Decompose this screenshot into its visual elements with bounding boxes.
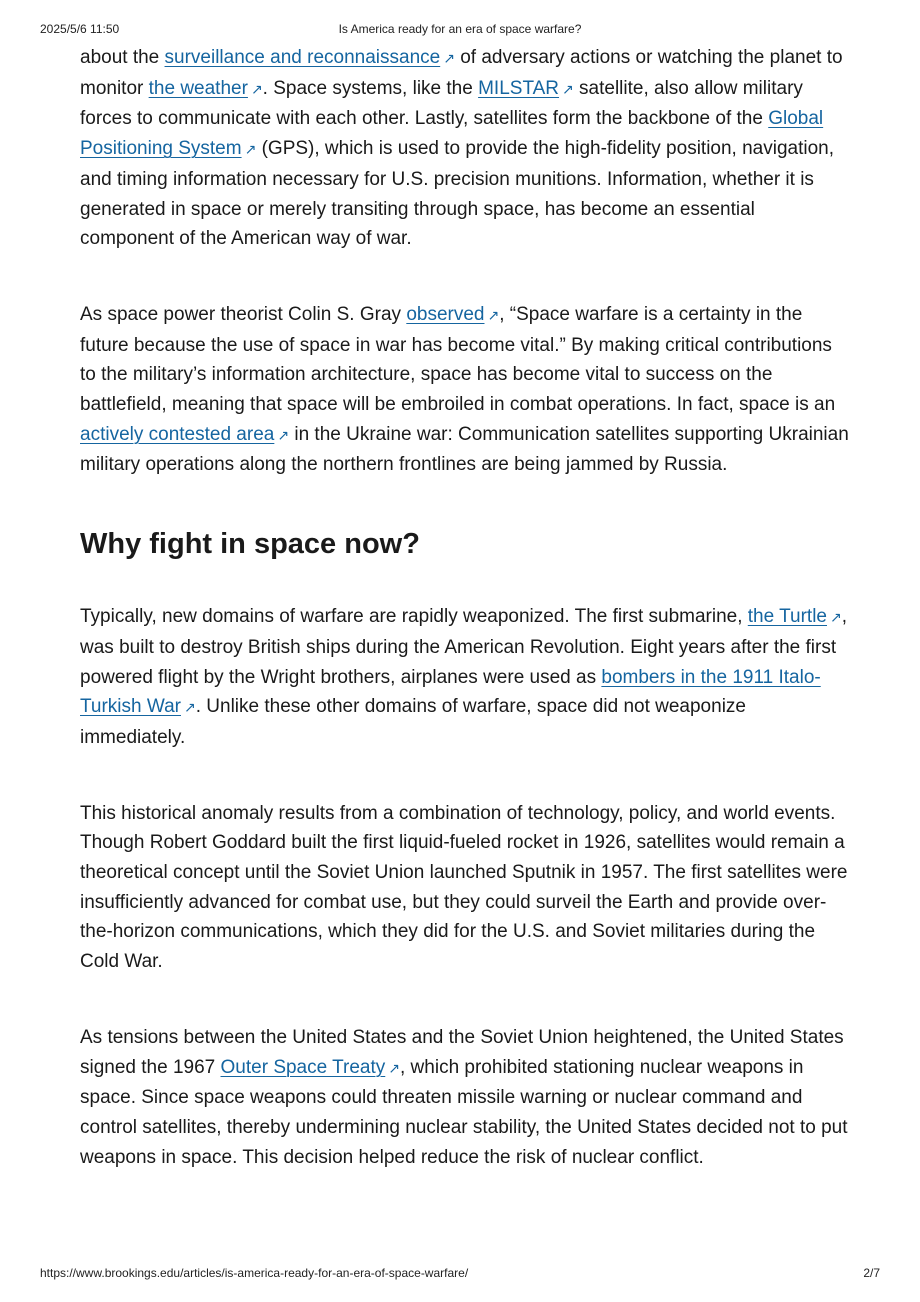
section-heading: Why fight in space now? bbox=[80, 528, 420, 561]
paragraph-new-domains: Typically, new domains of warfare are rapidly weaponized. The first submarine, the Turtle ↗, was built to destroy British ships during the American Revolution. Eight years after the first powered flight by the Wright brothers, airplanes were used as bombers in the 1911 Italo-Turkish War ↗. Unlike these other domains of warfare, space did not weaponize immediately. bbox=[80, 602, 850, 753]
print-url: https://www.brookings.edu/articles/is-america-ready-for-an-era-of-space-warfare/ bbox=[40, 1266, 469, 1280]
external-link-icon: ↗ bbox=[830, 609, 842, 626]
link-the-weather[interactable]: the weather ↗ bbox=[149, 78, 263, 99]
link-the-turtle[interactable]: the Turtle ↗ bbox=[748, 606, 842, 627]
link-milstar[interactable]: MILSTAR ↗ bbox=[478, 78, 574, 99]
print-datetime: 2025/5/6 11:50 bbox=[40, 22, 120, 36]
article-body bbox=[80, 43, 850, 1218]
paragraph-historical-anomaly: This historical anomaly results from a combination of technology, policy, and world events. Though Robert Goddard built the first liquid-fueled rocket in 1926, satellites would remain a theoretical concept until the Soviet Union launched Sputnik in 1957. The first satellites were insufficiently advanced for combat use, but they could surveil the Earth and provide over-the-horizon communications, which they did for the U.S. and Soviet militaries during the Cold War. bbox=[80, 802, 848, 973]
external-link-icon: ↗ bbox=[244, 141, 257, 158]
link-surveillance-and-reconnaissance[interactable]: surveillance and reconnaissance ↗ bbox=[165, 47, 455, 68]
print-page-title: Is America ready for an era of space warfare? bbox=[338, 22, 582, 36]
page-number: 2/7 bbox=[863, 1266, 880, 1280]
print-header bbox=[40, 22, 880, 38]
external-link-icon: ↗ bbox=[388, 1059, 400, 1076]
link-observed[interactable]: observed ↗ bbox=[406, 304, 499, 325]
paragraph-space-information: about the surveillance and reconnaissance ↗ of adversary actions or watching the planet to monitor the weather ↗. Space systems, like the MILSTAR ↗ satellite, also allow military forces to communicate with each other. Lastly, satellites form the backbone of the Global Positioning System ↗ (GPS), which is used to provide the high-fidelity position, navigation, and timing information necessary for U.S. precision munitions. Information, whether it is generated in space or merely transiting through space, has become an essential component of the American way of war. bbox=[80, 43, 850, 254]
external-link-icon: ↗ bbox=[487, 306, 500, 323]
paragraph-colin-gray: As space power theorist Colin S. Gray observed ↗, “Space warfare is a certainty in the future because the use of space in war has become vital.” By making critical contributions to the military’s information architecture, space has become vital to success on the battlefield, meaning that space will be embroiled in combat operations. In fact, space is an actively contested area ↗ in the Ukraine war: Communication satellites supporting Ukrainian military operations along the northern frontlines are being jammed by Russia. bbox=[80, 300, 850, 480]
link-outer-space-treaty[interactable]: Outer Space Treaty ↗ bbox=[221, 1057, 400, 1078]
paragraph-outer-space-treaty: As tensions between the United States and the Soviet Union heightened, the United States signed the 1967 Outer Space Treaty ↗, which prohibited stationing nuclear weapons in space. Since space weapons could threaten missile warning or nuclear command and control satellites, thereby undermining nuclear stability, the United States decided not to put weapons in space. This decision helped reduce the risk of nuclear conflict. bbox=[80, 1026, 848, 1168]
link-actively-contested-area[interactable]: actively contested area ↗ bbox=[80, 424, 289, 445]
external-link-icon: ↗ bbox=[250, 80, 263, 97]
print-footer bbox=[40, 1266, 880, 1282]
link-global-positioning-system[interactable]: Global Positioning System ↗ bbox=[80, 108, 823, 159]
external-link-icon: ↗ bbox=[443, 50, 455, 66]
external-link-icon: ↗ bbox=[562, 80, 574, 97]
external-link-icon: ↗ bbox=[183, 699, 196, 716]
external-link-icon: ↗ bbox=[277, 426, 290, 443]
link-italo-turkish-war[interactable]: bombers in the 1911 Italo-Turkish War ↗ bbox=[80, 667, 821, 718]
